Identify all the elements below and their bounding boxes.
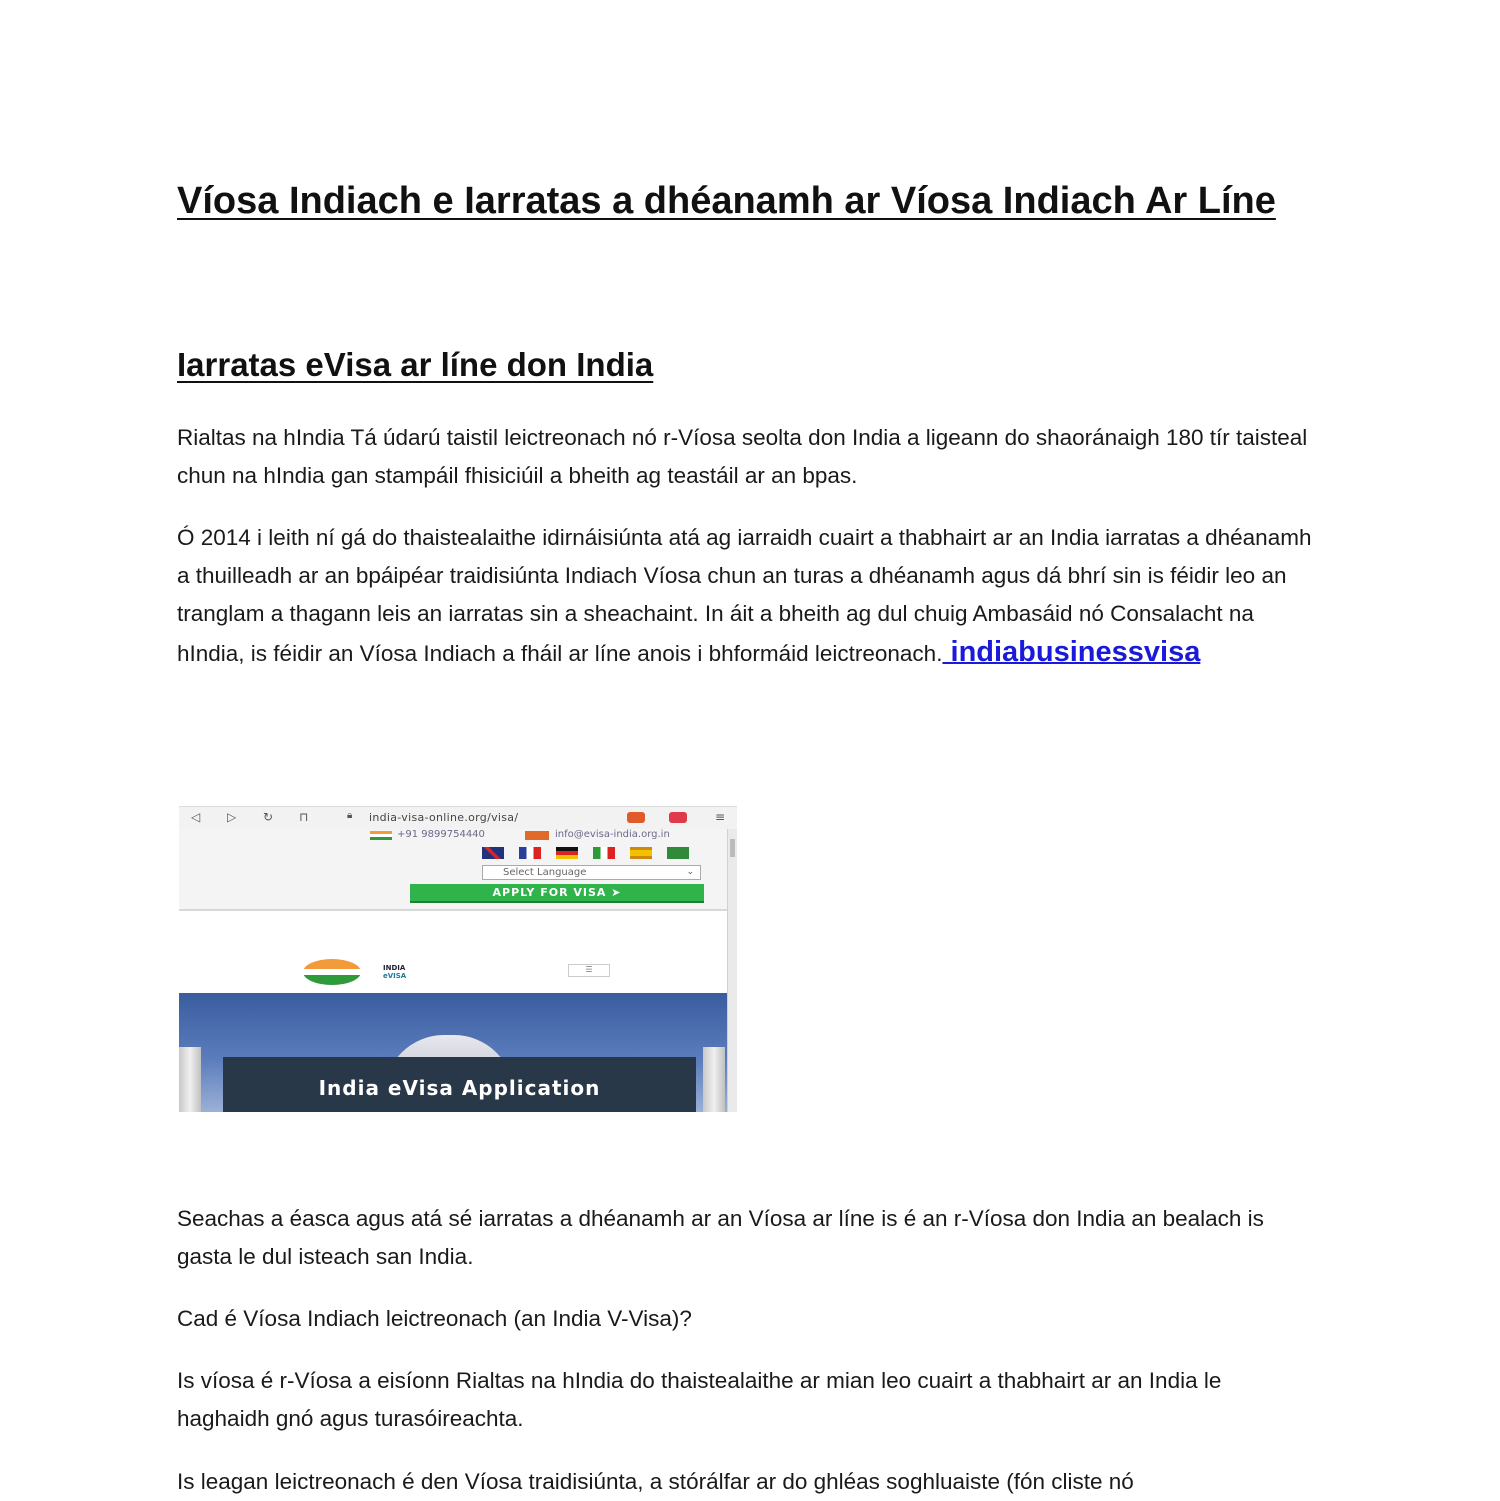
language-select-value: Select Language [503,867,587,878]
paragraph-3: Seachas a éasca agus atá sé iarratas a dhéanamh ar an Víosa ar líne is é an r-Víosa don India an bealach is gasta le dul isteach san India. [177,1206,1264,1269]
reload-icon: ↻ [263,810,274,824]
paragraph-1: Rialtas na hIndia Tá údarú taistil leictreonach nó r-Víosa seolta don India a ligeann do shaoránaigh 180 tír taisteal chun na hIndia gan stampáil fhisiciúil a bheith ag teastáil ar an bpas. [177,425,1308,488]
document-subtitle: Iarratas eVisa ar líne don India [177,346,654,383]
back-icon: ◁ [191,810,201,824]
forward-icon: ▷ [227,810,237,824]
address-bar-url: india-visa-online.org/visa/ [369,811,519,824]
italy-flag-icon [593,847,615,859]
india-flag-icon [370,831,392,840]
site-header [179,911,727,993]
scrollbar-thumb[interactable] [730,839,735,857]
scrollbar[interactable] [727,829,737,1112]
hamburger-menu-icon[interactable]: ☰ [568,964,610,977]
lock-icon: 🔒︎ [347,810,353,821]
chevron-down-icon: ⌄ [686,867,694,877]
minaret-right [703,1047,725,1112]
browser-toolbar [179,807,737,830]
paragraph-5: Is víosa é r-Víosa a eisíonn Rialtas na hIndia do thaistealaithe ar mian leo cuairt a thabhairt ar an India le haghaidh gnó agus turasóireachta. [177,1368,1222,1431]
france-flag-icon [519,847,541,859]
mail-icon [525,831,549,840]
paragraph-4: Cad é Víosa Indiach leictreonach (an India V-Visa)? [177,1306,692,1331]
language-select[interactable] [482,865,701,880]
evisa-application-banner: India eVisa Application [223,1057,696,1112]
arabic-flag-icon [667,847,689,859]
germany-flag-icon [556,847,578,859]
bookmark-icon: ⊓ [299,810,309,824]
document-title: Víosa Indiach e Iarratas a dhéanamh ar Víosa Indiach Ar Líne [177,180,1276,222]
apply-for-visa-button[interactable]: APPLY FOR VISA ➤ [410,884,704,901]
indiabusinessvisa-link[interactable]: indiabusinessvisa [942,636,1201,668]
spain-flag-icon [630,847,652,859]
extension-icon [627,812,645,823]
embedded-website-screenshot [179,806,737,1112]
minaret-left [179,1047,201,1112]
logo-line-1: INDIA [383,964,406,972]
paragraph-6: Is leagan leictreonach é den Víosa traidisiúnta, a stórálfar ar do ghléas soghluaiste (fón cliste nó [177,1469,1134,1494]
logo-line-2: eVISA [383,972,407,980]
site-phone: +91 9899754440 [397,829,485,840]
menu-icon: ≡ [715,810,726,824]
site-email: info@evisa-india.org.in [555,829,670,840]
logo-text [383,964,406,980]
india-evisa-logo-icon [303,959,361,985]
paragraph-2-text: Ó 2014 i leith ní gá do thaistealaithe idirnáisiúnta atá ag iarraidh cuairt a thabhairt ar an India iarratas a dhéanamh a thuilleadh ar an bpáipéar traidisiúnta Indiach Víosa chun an turas a dhéanamh agus dá bhrí sin is féidir leo an tranglam a thagann leis an iarratas sin a sheachaint. In áit a bheith ag dul chuig Ambasáid nó Consalacht na hIndia, is féidir an Víosa Indiach a fháil ar líne anois i bhformáid leictreonach. [177,525,1312,666]
extension-icon-2 [669,812,687,823]
paragraph-2 [177,519,1317,673]
uk-flag-icon [482,847,504,859]
